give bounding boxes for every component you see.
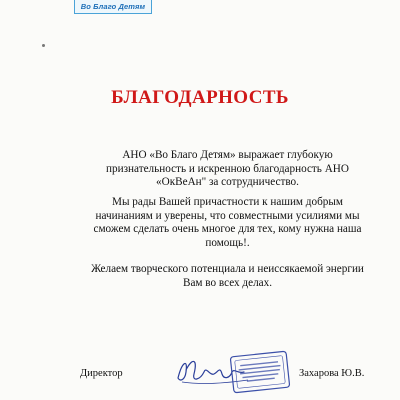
signer-name: Захарова Ю.В. <box>299 368 365 379</box>
paragraph-cooperation: Мы рады Вашей причастности к нашим добрым начинаниям и уверены, что совместными усилиями мы сможем сделать очень многое для тех, кому нужна наша помощь!. <box>93 196 362 249</box>
logo-text: Во Благо Детям <box>80 2 146 11</box>
punch-dot <box>42 44 45 47</box>
organization-logo <box>74 0 152 14</box>
paragraph-wishes: Желаем творческого потенциала и неиссякаемой энергии Вам во всех делах. <box>91 263 364 289</box>
signer-role: Директор <box>80 368 123 379</box>
document-title: БЛАГОДАРНОСТЬ <box>111 87 289 108</box>
paragraph-gratitude: АНО «Во Благо Детям» выражает глубокую признательность и искренною благодарность АНО «ОкВеАн" за сотрудничество. <box>106 149 349 189</box>
signature-line <box>0 368 400 384</box>
